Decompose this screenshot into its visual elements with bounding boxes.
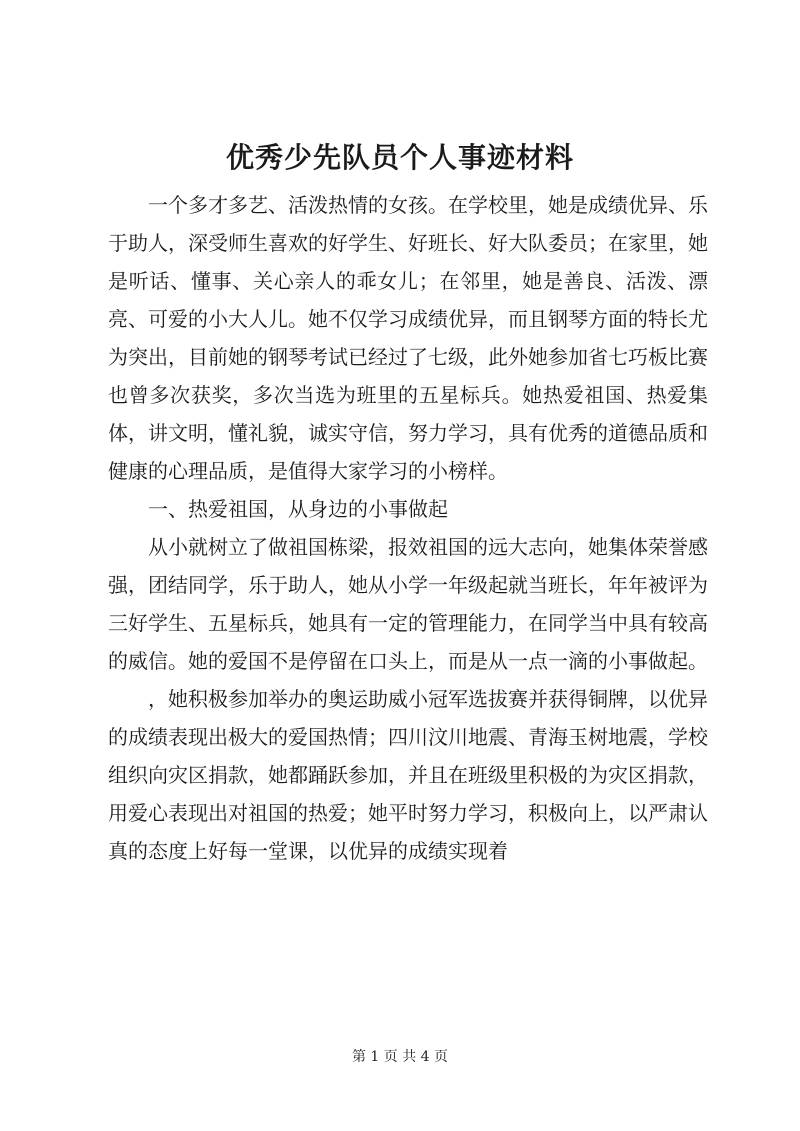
section-heading: 一、热爱祖国，从身边的小事做起 — [148, 497, 448, 521]
page-number-footer: 第 1 页 共 4 页 — [351, 1049, 449, 1065]
paragraph-section-1: 从小就树立了做祖国栋梁，报效祖国的远大志向，她集体荣誉感强，团结同学，乐于助人，她从小学一年级起就当班长，年年被评为三好学生、五星标兵，她具有一定的管理能力，在同学当中具有较高的威信。她的爱国不是停留在口头上，而是从一点一滴的小事做起。 — [108, 535, 708, 673]
paragraph-intro: 一个多才多艺、活泼热情的女孩。在学校里，她是成绩优异、乐于助人，深受师生喜欢的好学生、好班长、好大队委员；在家里，她是听话、懂事、关心亲人的乖女儿；在邻里，她是善良、活泼、漂亮、可爱的小大人儿。她不仅学习成绩优异，而且钢琴方面的特长尤为突出，目前她的钢琴考试已经过了七级，此外她参加省七巧板比赛也曾多次获奖，多次当选为班里的五星标兵。她热爱祖国、热爱集体，讲文明，懂礼貌，诚实守信，努力学习，具有优秀的道德品质和健康的心理品质，是值得大家学习的小榜样。 — [108, 193, 708, 483]
document-body — [108, 186, 708, 870]
page-title: 优秀少先队员个人事迹材料 — [225, 141, 574, 174]
paragraph-section-1-continued: ，她积极参加举办的奥运助威小冠军选拔赛并获得铜牌，以优异的成绩表现出极大的爱国热情；四川汶川地震、青海玉树地震，学校组织向灾区捐款，她都踊跃参加，并且在班级里积极的为灾区捐款，用爱心表现出对祖国的热爱；她平时努力学习，积极向上，以严肃认真的态度上好每一堂课，以优异的成绩实现着 — [108, 687, 708, 863]
